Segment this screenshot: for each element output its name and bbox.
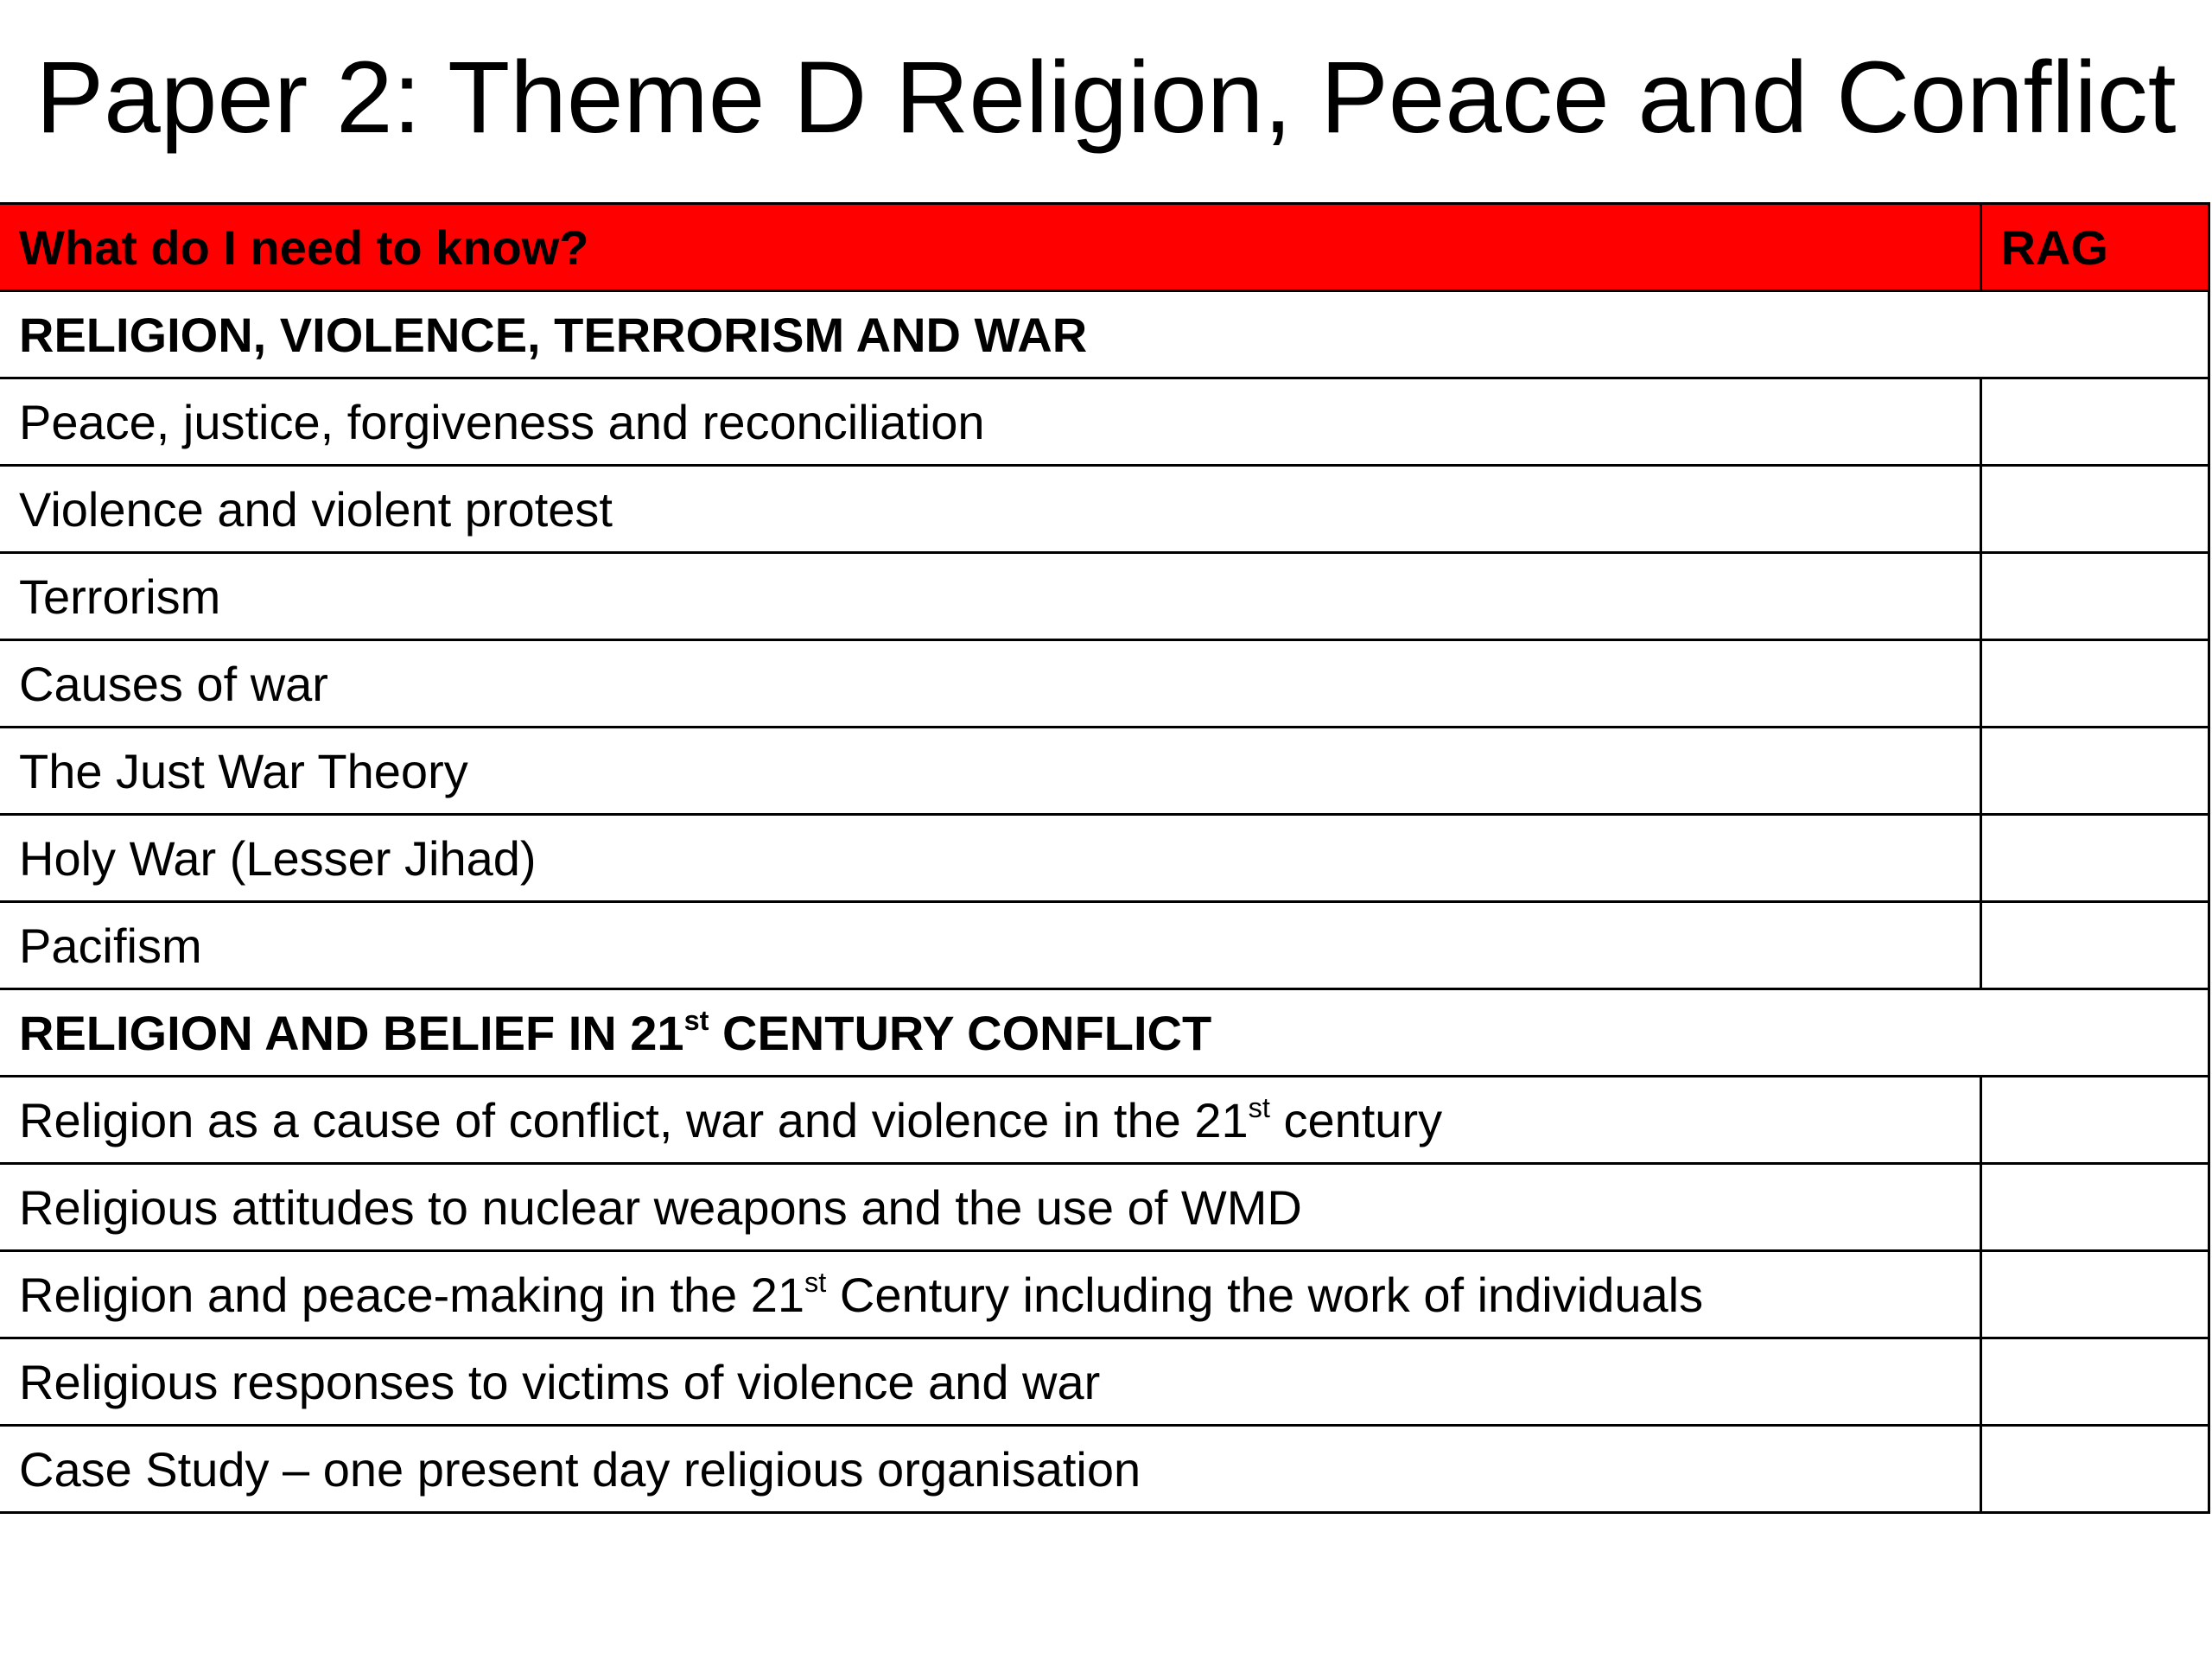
table-row — [0, 1338, 2209, 1426]
topic-cell — [0, 902, 1980, 989]
rag-rating-cell[interactable] — [1980, 553, 2209, 640]
topic-text-suffix: century — [1269, 1092, 1443, 1147]
section-heading — [0, 989, 2209, 1077]
topic-cell — [0, 1077, 1980, 1164]
table-header-row — [0, 204, 2209, 291]
topic-text: Case Study – one present day religious organisation — [19, 1441, 1141, 1497]
section-heading-text: RELIGION, VIOLENCE, TERRORISM AND WAR — [19, 307, 1088, 362]
topic-cell — [0, 378, 1980, 466]
table-row — [0, 466, 2209, 553]
topic-text: Religion as a cause of conflict, war and violence in the 21 — [19, 1092, 1249, 1147]
table-row — [0, 1164, 2209, 1251]
rag-rating-cell[interactable] — [1980, 378, 2209, 466]
table-row — [0, 553, 2209, 640]
rag-rating-cell[interactable] — [1980, 1338, 2209, 1426]
rag-rating-cell[interactable] — [1980, 466, 2209, 553]
section-heading-row — [0, 989, 2209, 1077]
table-row — [0, 640, 2209, 728]
rag-rating-cell[interactable] — [1980, 1251, 2209, 1338]
section-heading-superscript: st — [683, 1004, 709, 1036]
revision-checklist-table — [0, 202, 2210, 1514]
topic-text: Causes of war — [19, 656, 328, 711]
rag-column-header: RAG — [1980, 204, 2209, 291]
topic-cell — [0, 1251, 1980, 1338]
topic-cell — [0, 815, 1980, 902]
topic-cell — [0, 728, 1980, 815]
topic-text: Pacifism — [19, 918, 202, 973]
topic-text: Religious attitudes to nuclear weapons and the use of WMD — [19, 1179, 1302, 1235]
topic-superscript: st — [1248, 1091, 1270, 1123]
topic-superscript: st — [804, 1266, 827, 1298]
page-title: Paper 2: Theme D Religion, Peace and Conflict — [35, 41, 2177, 155]
topic-text: Religion and peace-making in the 21 — [19, 1267, 805, 1322]
rag-rating-cell[interactable] — [1980, 640, 2209, 728]
table-row — [0, 728, 2209, 815]
topic-cell — [0, 553, 1980, 640]
table-row — [0, 378, 2209, 466]
topic-cell — [0, 1338, 1980, 1426]
section-heading-text-suffix: CENTURY CONFLICT — [709, 1005, 1212, 1060]
table-row — [0, 1251, 2209, 1338]
topic-text: The Just War Theory — [19, 743, 468, 798]
topic-column-header: What do I need to know? — [0, 204, 1980, 291]
table-row — [0, 902, 2209, 989]
topic-text-suffix: Century including the work of individuals — [826, 1267, 1704, 1322]
rag-rating-cell[interactable] — [1980, 728, 2209, 815]
rag-rating-cell[interactable] — [1980, 815, 2209, 902]
topic-text: Peace, justice, forgiveness and reconciliation — [19, 394, 985, 449]
rag-rating-cell[interactable] — [1980, 1164, 2209, 1251]
rag-rating-cell[interactable] — [1980, 902, 2209, 989]
topic-text: Terrorism — [19, 569, 221, 624]
topic-cell — [0, 466, 1980, 553]
table-row — [0, 1426, 2209, 1513]
table-row — [0, 815, 2209, 902]
section-heading — [0, 291, 2209, 378]
rag-rating-cell[interactable] — [1980, 1077, 2209, 1164]
topic-cell — [0, 640, 1980, 728]
topic-cell — [0, 1426, 1980, 1513]
topic-cell — [0, 1164, 1980, 1251]
topic-text: Religious responses to victims of violence and war — [19, 1354, 1101, 1409]
table-body — [0, 291, 2209, 1513]
table-row — [0, 1077, 2209, 1164]
topic-text: Violence and violent protest — [19, 481, 613, 537]
topic-text: Holy War (Lesser Jihad) — [19, 830, 537, 886]
section-heading-row — [0, 291, 2209, 378]
rag-rating-cell[interactable] — [1980, 1426, 2209, 1513]
section-heading-text: RELIGION AND BELIEF IN 21 — [19, 1005, 684, 1060]
